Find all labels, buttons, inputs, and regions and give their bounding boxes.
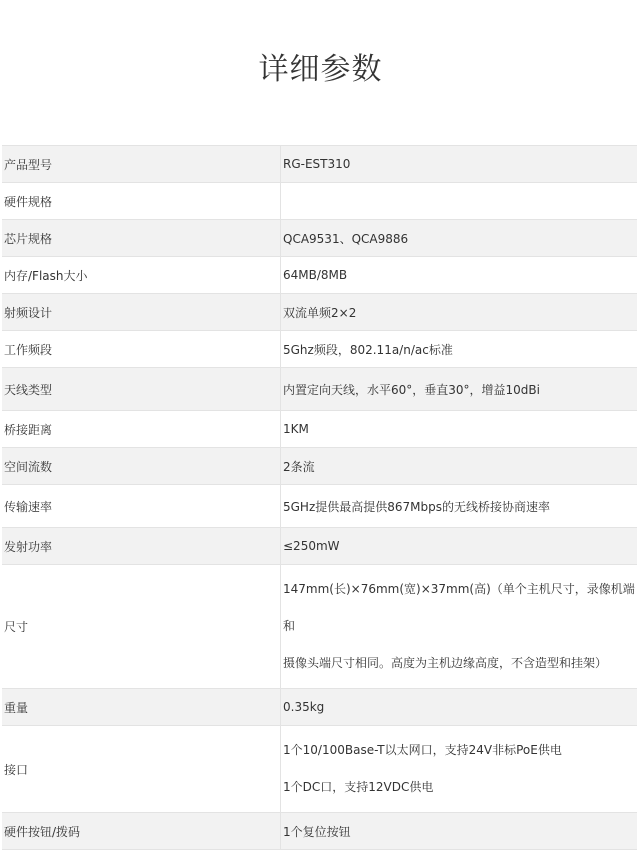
spec-row — [2, 448, 637, 485]
spec-row — [2, 294, 637, 331]
spec-row — [2, 726, 637, 813]
spec-value — [281, 726, 638, 813]
spec-value-line: 摄像头端尺寸相同。高度为主机边缘高度，不含造型和挂架） — [283, 656, 608, 670]
spec-value — [281, 183, 638, 220]
spec-value-line: 1个10/100Base-T以太网口，支持24V非标PoE供电 — [283, 743, 562, 757]
spec-row — [2, 368, 637, 411]
spec-row — [2, 411, 637, 448]
spec-row — [2, 220, 637, 257]
spec-label: 桥接距离 — [2, 411, 281, 448]
spec-label: 发射功率 — [2, 528, 281, 565]
spec-row — [2, 183, 637, 220]
spec-label: 空间流数 — [2, 448, 281, 485]
spec-label: 工作频段 — [2, 331, 281, 368]
spec-value: QCA9531、QCA9886 — [281, 220, 638, 257]
spec-value: 5GHz提供最高提供867Mbps的无线桥接协商速率 — [281, 485, 638, 528]
spec-label: 硬件按钮/拨码 — [2, 813, 281, 850]
spec-value-line: 147mm(长)×76mm(宽)×37mm(高)（单个主机尺寸，录像机端和 — [283, 582, 635, 633]
spec-value — [281, 565, 638, 689]
spec-value: 64MB/8MB — [281, 257, 638, 294]
spec-value: 5Ghz频段，802.11a/n/ac标准 — [281, 331, 638, 368]
spec-value: ≤250mW — [281, 528, 638, 565]
spec-value: 1个复位按钮 — [281, 813, 638, 850]
spec-row — [2, 689, 637, 726]
spec-label: 天线类型 — [2, 368, 281, 411]
spec-label: 射频设计 — [2, 294, 281, 331]
spec-row — [2, 146, 637, 183]
spec-row — [2, 331, 637, 368]
spec-row — [2, 565, 637, 689]
spec-value: 0.35kg — [281, 689, 638, 726]
spec-value: RG-EST310 — [281, 146, 638, 183]
spec-label: 内存/Flash大小 — [2, 257, 281, 294]
spec-row — [2, 528, 637, 565]
spec-label: 芯片规格 — [2, 220, 281, 257]
spec-label: 硬件规格 — [2, 183, 281, 220]
spec-value: 2条流 — [281, 448, 638, 485]
spec-label: 重量 — [2, 689, 281, 726]
spec-label: 传输速率 — [2, 485, 281, 528]
spec-label: 尺寸 — [2, 565, 281, 689]
page-title: 详细参数 — [258, 52, 383, 87]
spec-value: 1KM — [281, 411, 638, 448]
spec-label: 产品型号 — [2, 146, 281, 183]
spec-row — [2, 485, 637, 528]
spec-value: 内置定向天线，水平60°，垂直30°，增益10dBi — [281, 368, 638, 411]
spec-table — [2, 145, 637, 850]
spec-label: 接口 — [2, 726, 281, 813]
spec-row — [2, 257, 637, 294]
spec-value: 双流单频2×2 — [281, 294, 638, 331]
spec-value-line: 1个DC口，支持12VDC供电 — [283, 780, 434, 794]
spec-row — [2, 813, 637, 850]
